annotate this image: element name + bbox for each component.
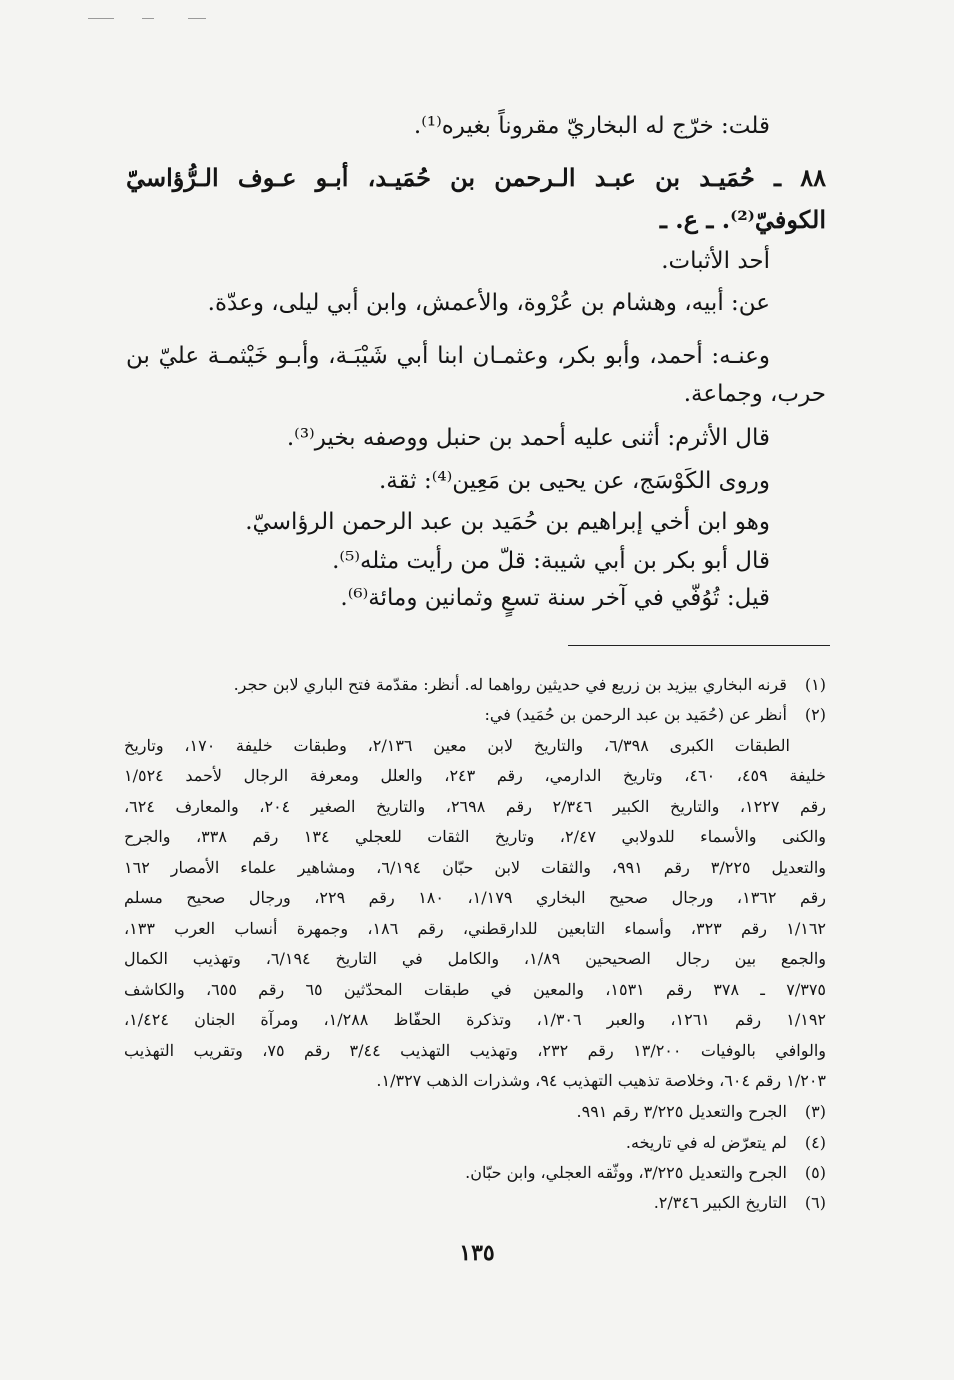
footnote-text: أنظر عن (حُمَيد بن عبد الرحمن بن حُمَيد) في: [484,705,787,724]
footnote-6 [654,1193,826,1212]
page-number: ١٣٥ [459,1240,495,1266]
footnote-number: (٣) [804,1102,826,1121]
main-line-8: قال الأثرم: أثنى عليه أحمد بن حنبل ووصفه بخير⁽³⁾. [286,425,770,451]
footnote-2-line: الطبقات الكبرى ٦/٣٩٨، والتاريخ لابن معين ٢/١٣٦، وطبقات خليفة ١٧٠، وتاريخ [124,736,790,755]
footnote-2 [485,705,826,724]
scan-mark [88,18,114,19]
footnote-2-line: ١/١٦٢ رقم ٣٢٣، وأسماء التابعين للدارقطني، رقم ١٨٦، وجمهرة أنساب العرب ١٣٣، [124,919,827,938]
footnote-number: (١) [804,675,826,694]
footnote-2-line: والتعديل ٣/٢٢٥ رقم ٩٩١، والثقات لابن حبّان ٦/١٩٤، ومشاهير علماء الأمصار ١٦٢ [124,858,827,877]
main-line-10: وهو ابن أخي إبراهيم بن حُمَيد بن عبد الرحمن الرؤاسيّ. [245,509,770,535]
footnote-2-line: والوافي بالوفيات ١٣/٢٠٠ رقم ٢٣٢، وتهذيب التهذيب ٣/٤٤ رقم ٧٥، وتقريب التهذيب [124,1041,827,1060]
footnote-number: (٥) [804,1163,826,1182]
footnote-1 [234,675,826,694]
scan-mark [188,18,206,19]
main-line-11: قال أبو بكر بن أبي شيبة: قلّ من رأيت مثله⁽⁵⁾. [332,548,770,574]
footnote-text: التاريخ الكبير ٢/٣٤٦. [653,1193,787,1212]
footnote-2-line: ٧/٣٧٥ ـ ٣٧٨ رقم ١٥٣١، والمعين في طبقات المحدّثين ٦٥ رقم ٦٥٥، والكاشف [124,980,826,999]
main-line-6: وعنـه: أحمد، وأبو بكر، وعثمـان ابنا أبي شَيْبَـة، وأبـو خَيْثمـة عليّ بن [126,343,770,369]
footnote-text: الجرح والتعديل ٣/٢٢٥، ووثّقه العجلي، وابن حبّان. [465,1163,787,1182]
footnote-2-line: والجمع بين رجال الصحيحين ١/٨٩، والكامل في التاريخ ٦/١٩٤، وتهذيب الكمال [124,949,827,968]
footnote-2-line: رقم ١٢٢٧، والتاريخ الكبير ٢/٣٤٦ رقم ٢٦٩٨، والتاريخ الصغير ٢٠٤، والمعارف ٦٢٤، [124,797,827,816]
footnote-divider [568,645,830,646]
footnote-number: (٦) [804,1193,826,1212]
main-line-9: وروى الكَوْسَج، عن يحيى بن مَعِين⁽⁴⁾: ثقة. [378,468,770,494]
footnote-text: قرنه البخاري بيزيد بن زريع في حديثين رواهما له. أنظر: مقدّمة فتح الباري لابن حجر. [233,675,787,694]
main-line-12: قيل: تُوُفّي في آخر سنة تسعٍ وثمانين ومائة⁽⁶⁾. [340,585,770,611]
scan-mark [142,18,154,19]
entry-heading: ٨٨ ـ حُمَيـد بن عبـد الـرحمن بن حُمَيـد، أبـو عـوف الـرُّؤاسيّ [126,163,826,192]
main-line-7: حرب، وجماعة. [683,381,826,407]
footnote-text: لم يتعرّض له في تاريخه. [625,1133,787,1152]
footnote-4 [626,1133,826,1152]
footnote-2-line: ١/٢٠٣ رقم ٦٠٤، وخلاصة تذهيب التهذيب ٩٤، وشذرات الذهب ١/٣٢٧. [376,1071,826,1090]
footnote-number: (٤) [804,1133,826,1152]
main-line-5: عن: أبيه، وهشام بن عُرْوة، والأعمش، وابن أبي ليلى، وعدّة. [207,290,770,316]
footnote-2-line: والكنى والأسماء للدولابي ٢/٤٧، وتاريخ الثقات للعجلي ١٣٤ رقم ٣٣٨، والجرح [124,827,826,846]
footnote-number: (٢) [804,705,826,724]
entry-heading-continued: الكوفيّ⁽²⁾. ـ ع. ـ [659,205,826,234]
main-line-1: قلت: خرّج له البخاريّ مقروناً بغيره⁽¹⁾. [413,113,770,139]
footnote-text: الجرح والتعديل ٣/٢٢٥ رقم ٩٩١. [576,1102,787,1121]
footnote-3 [577,1102,826,1121]
footnote-2-line: خليفة ٤٥٩، ٤٦٠، وتاريخ الدارمي، رقم ٢٤٣، والعلل ومعرفة الرجال لأحمد ١/٥٢٤ [124,766,827,785]
footnote-5 [465,1163,826,1182]
footnote-2-line: ١/١٩٢ رقم ١٢٦١، والعبر ١/٣٠٦، وتذكرة الحفّاظ ١/٢٨٨، ومرآة الجنان ١/٤٢٤، [124,1010,826,1029]
footnote-2-line: رقم ١٣٦٢، ورجال صحيح البخاري ١/١٧٩، ١٨٠ رقم ٢٢٩، ورجال صحيح مسلم [124,888,827,907]
main-line-4: أحد الأثبات. [661,248,770,274]
